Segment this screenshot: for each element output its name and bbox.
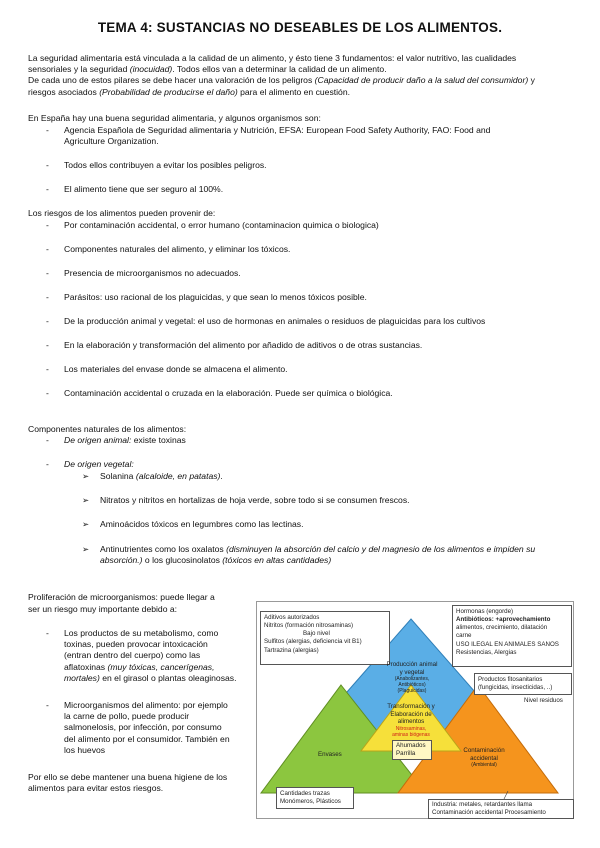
vegetal-item-cont: absorción.) o los glucosinolatos (tóxicos en altas cantidades)	[100, 555, 332, 565]
micro-conclusion: Por ello se debe mantener una buena higiene de los alimentos para evitar estos riesgos.	[28, 772, 228, 794]
arrow-bullet-icon: ➢	[82, 495, 90, 505]
arrow-bullet-icon: ➢	[82, 519, 90, 529]
riesgo-item: En la elaboración y transformación del alimento por añadido de aditivos o de otras sustancias.	[64, 340, 423, 350]
riesgo-item: Componentes naturales del alimento, y eliminar los tóxicos.	[64, 244, 291, 254]
bullet-dash: -	[46, 459, 49, 469]
intro-line-4: riesgos asociados (Probabilidad de producirse el daño) para el alimento en cuestión.	[28, 86, 350, 97]
transformation-label: Transformación y Elaboración de alimentos Nitrosaminas, aminas biógenas	[387, 703, 435, 738]
vegetal-item: Nitratos y nitritos en hortalizas de hoja verde, sobre todo si se consumen frescos.	[100, 495, 410, 505]
trace-amounts-box: Cantidades trazas Monómeros, Plásticos	[276, 787, 354, 809]
riesgos-lead: Los riesgos de los alimentos pueden provenir de:	[28, 208, 216, 218]
organismo-item: El alimento tiene que ser seguro al 100%.	[64, 184, 224, 194]
vegetal-item: Solanina (alcaloide, en patatas).	[100, 471, 223, 481]
production-label: Producción animal y vegetal (Anabolizantes, Antibióticos) (Plaguicidas)	[386, 661, 438, 695]
origen-vegetal: De origen vegetal:	[64, 459, 134, 469]
bullet-dash: -	[46, 184, 49, 194]
bullet-dash: -	[46, 125, 49, 135]
bullet-dash: -	[46, 628, 49, 638]
origen-animal: De origen animal: existe toxinas	[64, 435, 186, 445]
bullet-dash: -	[46, 292, 49, 302]
componentes-lead: Componentes naturales de los alimentos:	[28, 424, 187, 434]
additives-box: Aditivos autorizados Nitritos (formación nitrosaminas) Bajo nivel Sulfitos (alergias, deficiencia vit B1) Tartrazina (alergias)	[260, 611, 390, 665]
micro-lead-1: Proliferación de microorganismos: puede llegar a	[28, 592, 215, 602]
pesticides-box: Productos fitosanitarios (fungicidas, insecticidas, ..)	[474, 673, 572, 695]
organismo-item: Agriculture Organization.	[64, 136, 159, 146]
intro-line-1: La seguridad alimentaria está vinculada a la calidad de un alimento, y ésto tiene 3 fundamentos: el valor nutritivo, las cualidades	[28, 53, 517, 63]
vegetal-item: Antinutrientes como los oxalatos (disminuyen la absorción del calcio y del magnesio de los alimentos e impiden su	[100, 544, 536, 554]
arrow-bullet-icon: ➢	[82, 471, 90, 481]
risk-pyramid-diagram	[256, 601, 574, 819]
vegetal-item: Aminoácidos tóxicos en legumbres como las lectinas.	[100, 519, 304, 529]
bullet-dash: -	[46, 700, 49, 710]
organismos-lead: En España hay una buena seguridad alimentaria, y algunos organismos son:	[28, 113, 321, 123]
riesgo-item: Parásitos: uso racional de los plaguicidas, y que sean lo menos tóxicos posible.	[64, 292, 367, 302]
arrow-bullet-icon: ➢	[82, 544, 90, 554]
bullet-dash: -	[46, 220, 49, 230]
micro-lead-2: ser un riesgo muy importante debido a:	[28, 604, 178, 614]
bullet-dash: -	[46, 244, 49, 254]
industry-box: Industria: metales, retardantes llama Contaminación accidental Procesamiento	[428, 799, 574, 819]
intro-paragraph	[28, 53, 576, 98]
hormones-box: Hormonas (engorde) Antibióticos: +aprovechamiento alimentos, crecimiento, dilatación carne USO ILEGAL EN ANIMALES SANOS Resistencias, Alergias	[452, 605, 572, 667]
smoked-box: Ahumados Parrilla	[392, 740, 432, 760]
page-title: TEMA 4: SUSTANCIAS NO DESEABLES DE LOS ALIMENTOS.	[97, 20, 503, 35]
residue-level-label: Nivel residuos	[524, 697, 563, 704]
bullet-dash: -	[46, 160, 49, 170]
organismo-item: Agencia Española de Seguridad alimentaria y Nutrición, EFSA: European Food Safety Authority, FAO: Food and	[64, 125, 491, 135]
intro-line-3: De cada uno de estos pilares se debe hacer una valoración de los peligros (Capacidad de producir daño a la salud del consumidor) y	[28, 75, 535, 86]
riesgo-item: Por contaminación accidental, o error humano (contaminacion quimica o biologica)	[64, 220, 379, 230]
riesgo-item: Los materiales del envase donde se almacena el alimento.	[64, 364, 288, 374]
bullet-dash: -	[46, 435, 49, 445]
bullet-dash: -	[46, 388, 49, 398]
bullet-dash: -	[46, 364, 49, 374]
organismo-item: Todos ellos contribuyen a evitar los posibles peligros.	[64, 160, 267, 170]
accidental-contamination-label: Contaminación accidental (Ambiental)	[463, 747, 505, 769]
bullet-dash: -	[46, 316, 49, 326]
bullet-dash: -	[46, 268, 49, 278]
riesgo-item: Presencia de microorganismos no adecuados.	[64, 268, 241, 278]
bullet-dash: -	[46, 340, 49, 350]
intro-line-2: sensoriales y la seguridad (inocuidad). Todos ellos van a determinar la calidad de un alimento.	[28, 64, 387, 75]
packaging-label: Envases	[318, 751, 342, 758]
riesgo-item: Contaminación accidental o cruzada en la elaboración. Puede ser química o biológica.	[64, 388, 393, 398]
micro-item-2: Microorganismos del alimento: por ejemplo la carne de pollo, puede producir salmonelosis, por infección, por consumo del alimento por el consumidor. También en los huevos	[64, 700, 230, 755]
riesgo-item: De la producción animal y vegetal: el uso de hormonas en animales o residuos de plaguicidas para los cultivos	[64, 316, 486, 326]
micro-item-1: Los productos de su metabolismo, como toxinas, pueden provocar intoxicación (entran dentro del cuerpo) como las aflatoxinas (muy tóxicas, cancerígenas, mortales) en el girasol o plantas oleaginosas.	[64, 628, 237, 683]
